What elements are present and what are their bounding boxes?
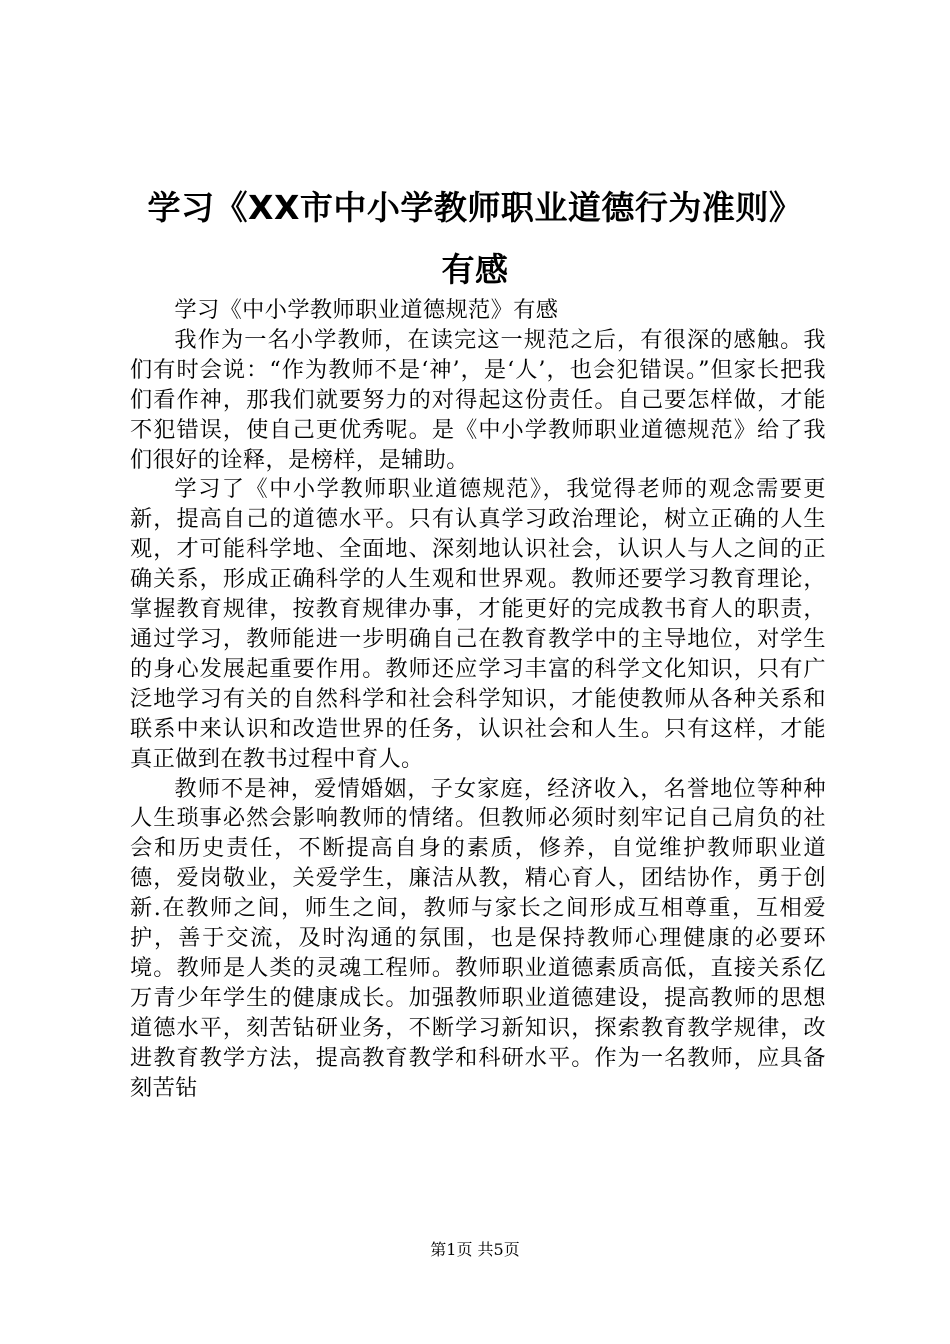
body-paragraph: 学习了《中小学教师职业道德规范》，我觉得老师的观念需要更新，提高自己的道德水平。只有认真学习政治理论，树立正确的人生观，才可能科学地、全面地、深刻地认识社会，认识人与人之间的正确关系，形成正确科学的人生观和世界观。教师还要学习教育理论，掌握教育规律，按教育规律办事，才能更好的完成教书育人的职责，通过学习，教师能进一步明确自己在教育教学中的主导地位，对学生的身心发展起重要作用。教师还应学习丰富的科学文化知识，只有广泛地学习有关的自然科学和社会科学知识，才能使教师从各种关系和联系中来认识和改造世界的任务，认识社会和人生。只有这样，才能真正做到在教书过程中育人。: [130, 476, 826, 772]
document-title-line-2: 有感: [441, 250, 509, 289]
page-number-footer: 第1页 共5页: [430, 1240, 520, 1259]
document-title-line-1: 学习《XX市中小学教师职业道德行为准则》: [147, 188, 803, 227]
body-paragraph: 教师不是神，爱情婚姻，子女家庭，经济收入，名誉地位等种种人生琐事必然会影响教师的情绪。但教师必须时刻牢记自己肩负的社会和历史责任，不断提高自身的素质，修养，自觉维护教师职业道德，爱岗敬业，关爱学生，廉洁从教，精心育人，团结协作，勇于创新.在教师之间，师生之间，教师与家长之间形成互相尊重，互相爱护，善于交流，及时沟通的氛围，也是保持教师心理健康的必要环境。教师是人类的灵魂工程师。教师职业道德素质高低，直接关系亿万青少年学生的健康成长。加强教师职业道德建设，提高教师的思想道德水平，刻苦钻研业务，不断学习新知识，探索教育教学规律，改进教育教学方法，提高教育教学和科研水平。作为一名教师，应具备刻苦钻: [130, 775, 826, 1101]
subtitle-paragraph: 学习《中小学教师职业道德规范》有感: [174, 297, 559, 323]
body-paragraph: 我作为一名小学教师，在读完这一规范之后，有很深的感触。我们有时会说：“作为教师不是‘神’，是‘人’，也会犯错误。”但家长把我们看作神，那我们就要努力的对得起这份责任。自己要怎样做，才能不犯错误，使自己更优秀呢。是《中小学教师职业道德规范》给了我们很好的诠释，是榜样，是辅助。: [130, 326, 826, 473]
document-body: [130, 296, 826, 1103]
